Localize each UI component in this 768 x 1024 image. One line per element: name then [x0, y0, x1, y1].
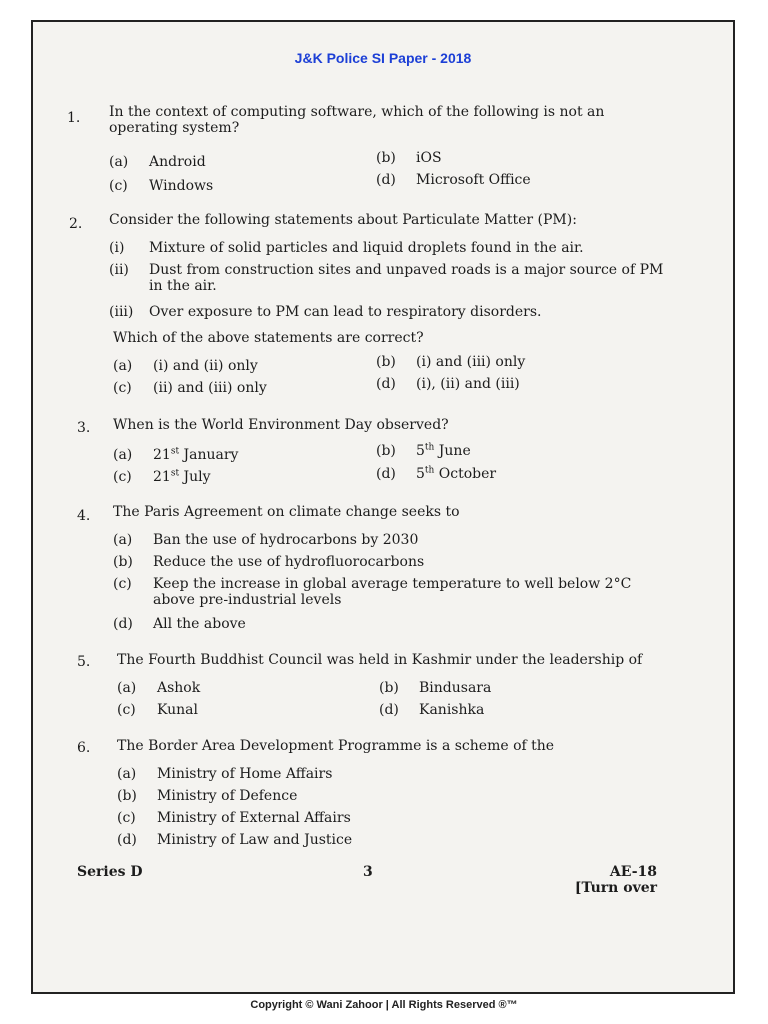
date-text: 5th June	[416, 442, 471, 459]
question-number: 4.	[77, 508, 91, 524]
option-b: (b) iOS	[376, 150, 442, 166]
option-b: (b) (i) and (iii) only	[376, 354, 526, 370]
option-a: (a) Ministry of Home Affairs	[117, 766, 333, 782]
option-d: (d) Kanishka	[379, 702, 485, 718]
page-number: 3	[363, 864, 373, 880]
question-number: 5.	[77, 654, 91, 670]
question-text: The Border Area Development Programme is a scheme of the	[117, 738, 555, 754]
paper-code: AE-18	[609, 864, 657, 880]
question-number: 3.	[77, 420, 91, 436]
date-text: 21st July	[153, 468, 211, 485]
question-text: The Paris Agreement on climate change seeks to	[113, 504, 460, 520]
option-c: (c) (ii) and (iii) only	[113, 380, 267, 396]
option-a: (a) Ashok	[117, 680, 201, 696]
series-label: Series D	[77, 864, 143, 880]
option-a: (a) Android	[109, 154, 206, 170]
option-b: (b) Ministry of Defence	[117, 788, 298, 804]
option-c: (c) Kunal	[117, 702, 199, 718]
option-c: (c) 21st July	[113, 468, 211, 485]
date-text: 5th October	[416, 465, 497, 482]
option-a: (a) 21st January	[113, 446, 239, 463]
question-number: 2.	[69, 216, 83, 232]
option-d: (d) Microsoft Office	[376, 172, 531, 188]
option-b: (b) Reduce the use of hydrofluorocarbons	[113, 554, 425, 570]
question-text: In the context of computing software, which of the following is not an operating system?	[109, 104, 605, 136]
exam-page: J&K Police SI Paper - 2018 1. In the context of computing software, which of the following is not an operating system? (a) Android (b) iOS (c) Windows (d) Microsoft Office 2. Consider the following statements about Particulate Matter (PM): (i) Mixture of solid particles and liquid droplets found in the air. (ii) Dust from construction sites and unpaved roads is a major source of PM in the air. (iii) Over exposure to PM can lead to respiratory disorders. Which of the above statements are correct? (a) (i) and (ii) only (b) (i) and (iii) only (c) (ii) and (iii) only (d) (i), (ii) and (iii) 3. When is the World Environment Day observed? (a) 21st January (b) 5th June (c) 21st July (d) 5th October 4. The Paris Agreement on climate change seeks to (a) Ban the use of hydrocarbons by 2030 (b) Reduce the use of hydrofluorocarbons (c) Keep the increase in global average temperature to well below 2°C above pre-industrial levels (d) All the above 5. The Fourth Buddhist Council was held in Kashmir under the leadership of (a) Ashok (b) Bindusara (c) Kunal (d) Kanishka 6. The Border Area Development Programme is a scheme of the (a) Ministry of Home Affairs (b) Ministry of Defence (c) Ministry of External Affairs (d) Ministry of Law and Justice Series D 3 AE-18 [Turn over	[31, 20, 735, 994]
option-d: (d) Ministry of Law and Justice	[117, 832, 353, 848]
option-d: (d) 5th October	[376, 465, 497, 482]
question-number: 6.	[77, 740, 91, 756]
option-d: (d) All the above	[113, 616, 246, 632]
option-b: (b) Bindusara	[379, 680, 492, 696]
question-text: Consider the following statements about Particulate Matter (PM):	[109, 212, 577, 228]
question-prompt: Which of the above statements are correct?	[113, 330, 424, 346]
question-text: The Fourth Buddhist Council was held in Kashmir under the leadership of	[117, 652, 643, 668]
option-c: (c) Ministry of External Affairs	[117, 810, 351, 826]
option-a: (a) (i) and (ii) only	[113, 358, 258, 374]
question-text: When is the World Environment Day observed?	[113, 417, 449, 433]
paper-title: J&K Police SI Paper - 2018	[294, 50, 472, 66]
option-a: (a) Ban the use of hydrocarbons by 2030	[113, 532, 419, 548]
question-number: 1.	[67, 110, 81, 126]
option-b: (b) 5th June	[376, 442, 471, 459]
turn-over-note: [Turn over	[574, 880, 657, 896]
option-d: (d) (i), (ii) and (iii)	[376, 376, 520, 392]
date-text: 21st January	[153, 446, 239, 463]
copyright-notice: Copyright © Wani Zahoor | All Rights Reserved ®™	[250, 999, 518, 1011]
option-c: (c) Windows	[109, 178, 214, 194]
